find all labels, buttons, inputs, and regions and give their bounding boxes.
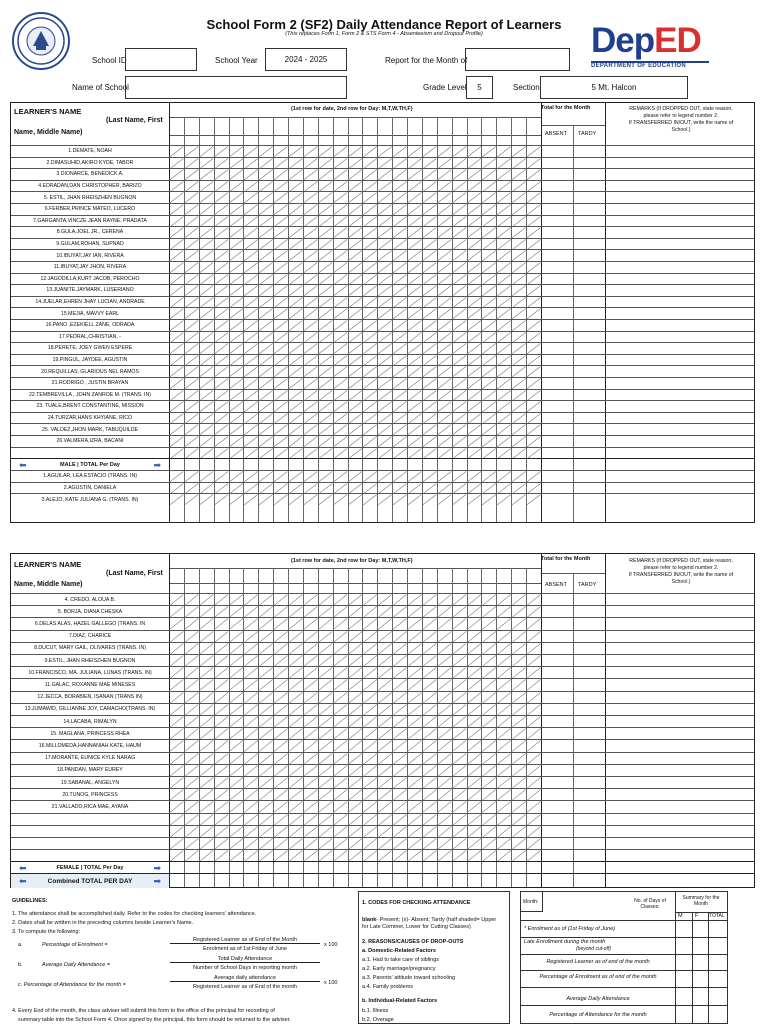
tardy-header: TARDY	[578, 131, 597, 137]
section-label: Section	[513, 83, 540, 92]
learner-row	[11, 764, 754, 777]
date-row-line	[169, 117, 541, 118]
total-month-header: Total for the Month	[541, 105, 591, 111]
learner-name: 13.JUMAWID, GILLIANNE JOY, CAMACHO(TRANS. IN)	[24, 706, 156, 713]
summary-pct-enrolment: Percentage of Enrolment as of end of the month	[539, 974, 657, 980]
learner-name: 8.DUCUT, MARY GAIL, OLIVARES (TRANS. IN)	[34, 645, 146, 652]
learner-name: 2.AGUSTIN, DANIELA	[63, 485, 117, 492]
formula-c-numerator: Average daily attendance	[170, 975, 320, 982]
school-year-label: School Year	[215, 56, 258, 65]
codes-heading: 1. CODES FOR CHECKING ATTENDANCE	[362, 900, 471, 906]
learner-name: 16.PANO ,EZEKIELL ZANE, ODRADA	[45, 322, 135, 329]
combined-total-label: Combined TOTAL PER DAY	[47, 877, 133, 885]
attendance-table-page-2	[10, 553, 755, 888]
learner-name: 22.TEMBREVILLA , JOHN ZANROE M. (TRANS. IN)	[29, 391, 151, 398]
learner-name: 19.SABANAL, ANGELYN	[60, 779, 120, 786]
summary-box	[520, 891, 728, 1024]
individual-heading: b. Individual-Related Factors	[362, 998, 438, 1004]
learner-name: 6.DELAS ALAS, HAZEL GALLEGO (TRANS. IN	[34, 620, 146, 627]
attendance-cells[interactable]	[169, 494, 541, 506]
learner-row	[11, 788, 754, 801]
learner-row	[11, 630, 754, 643]
learner-name: 15.MEJIA, MAVVY EARL	[60, 310, 120, 317]
learner-name: 23. TUALE,BRENT CONSTANTINE, MISSION	[36, 403, 144, 410]
school-id-label: School ID	[92, 56, 127, 65]
guideline-4b: summary table into the School Form 4. Once signed by the principal, this form should be returned to the adviser.	[18, 1017, 291, 1023]
date-row-hint: (1st row for date, 2nd row for Day: M,T,W,TH,F)	[291, 558, 413, 564]
report-month-label: Report for the Month of	[385, 56, 468, 65]
summary-days-label: No. of Days of Classes:	[634, 898, 666, 910]
formula-c-denominator: Registered Learner as of End of the month	[193, 984, 297, 990]
learner-row	[11, 727, 754, 740]
code-a1: a.1. Had to take care of siblings	[362, 957, 440, 963]
right-arrow-icon: ➡	[153, 459, 161, 470]
form-title: School Form 2 (SF2) Daily Attendance Report of Learners	[206, 17, 562, 32]
formula-c-x100: x 100	[324, 980, 338, 986]
school-name-label: Name of School	[72, 83, 129, 92]
learner-name: 4.EDRADAN,DAN CHRISTOPHER, BARIZO	[38, 183, 142, 190]
date-row-hint: (1st row for date, 2nd row for Day: M,T,W,TH,F)	[291, 106, 413, 112]
domestic-heading: a. Domestic-Related Factors	[362, 948, 436, 954]
learner-row	[11, 642, 754, 655]
formula-a-label: a.	[18, 942, 23, 948]
guidelines-heading: GUIDELINES:	[12, 898, 48, 904]
left-arrow-icon: ⬅	[19, 459, 27, 470]
formula-b-numerator: Total Daily Attendance	[170, 956, 320, 963]
learner-name: 7.GARGANTA,VINCZE JEAN RAYNE, PRADATA	[33, 217, 147, 224]
learner-name: 17.PEDRAL,CHRISTIAN, -	[59, 333, 121, 340]
learner-row	[11, 666, 754, 679]
male-total-label: MALE | TOTAL Per Day	[60, 462, 120, 469]
learner-name: 12.JECCA, BORABIEN, ISANAN (TRANS IN)	[37, 694, 143, 701]
learner-name: 18.PERETE, JOEY GWEN ESPERE	[47, 345, 133, 352]
school-year-field[interactable]: 2024 - 2025	[265, 48, 347, 71]
female-total-label: FEMALE | TOTAL Per Day	[56, 865, 124, 872]
codes-blank-text: blank- Present; (x)- Absent; Tardy (half shaded= Upper for Late Commer, Lower for Cutting Classes)	[362, 917, 497, 930]
learner-name: 13.JUANITE,JAYMARK, LUSERIANO	[46, 287, 134, 294]
learner-name-header: LEARNER'S NAME	[14, 560, 82, 569]
tardy-header: TARDY	[578, 582, 597, 588]
dropout-heading: 2. REASONS/CAUSES OF DROP-OUTS	[362, 939, 464, 945]
learner-name: 18.PANDAN, MARY EUREY	[57, 767, 123, 774]
attendance-table-page-1	[10, 102, 755, 523]
grade-level-label: Grade Level	[423, 83, 467, 92]
code-a3: a.3. Parents' attitude toward schooling	[362, 975, 456, 981]
learner-name: 4. CREDO, ALOUA B.	[64, 596, 116, 603]
learner-row	[11, 825, 754, 838]
summary-ada: Average Daily Attendance	[566, 996, 630, 1002]
learner-name: 5. BORJA, DIANA CHESKA	[57, 608, 123, 615]
learner-row	[11, 678, 754, 691]
summary-late-enrolment: Late Enrollment during the month	[524, 939, 606, 945]
left-arrow-icon: ⬅	[19, 862, 27, 873]
last-first-header: (Last Name, First	[106, 570, 163, 577]
learner-name: 17.MORANTE, EUNICE KYLE NARAG	[44, 755, 136, 762]
grade-level-field[interactable]: 5	[466, 76, 493, 99]
learner-name-header: LEARNER'S NAME	[14, 107, 82, 116]
learner-row	[11, 739, 754, 752]
summary-total-header: TOTAL	[709, 913, 725, 919]
report-month-field[interactable]	[465, 48, 570, 71]
learner-name: 12.JAGODILLA,KURT JACOB, PEROCHO	[40, 275, 140, 282]
formula-b-label: b.	[18, 962, 23, 968]
section-field[interactable]: 5 Mt. Halcon	[540, 76, 688, 99]
learner-row	[11, 617, 754, 630]
summary-month-label: Month:	[523, 899, 539, 905]
summary-f-header: F	[695, 913, 699, 919]
combined-total-label-cell	[11, 874, 169, 888]
formula-a-text: Percentage of Enrolment =	[42, 942, 108, 948]
day-row-line	[169, 583, 541, 584]
learner-row	[11, 605, 754, 618]
guideline-4a: 4. Every End of the month, the class adviser will submit this form to the office of the principal for recording of	[12, 1008, 275, 1014]
learner-name: 19.PINGUL, JAYDEE, AGUSTIN	[52, 357, 128, 364]
learner-name: 20.TUNOG, PRINCESS	[62, 791, 118, 798]
learner-name: 9.GULAM,ROHAN, SUPNAD	[56, 241, 124, 248]
learner-name: 14.LACABA, RIMALYN	[63, 718, 117, 725]
guideline-3: 3. To compute the following:	[12, 929, 81, 935]
date-row-line	[169, 568, 541, 569]
learner-row	[11, 703, 754, 716]
learner-row	[11, 691, 754, 704]
learner-name: 11.IBUYAT,JAY JHON, RIVERA	[53, 264, 127, 271]
deped-logo: DepED DEPARTMENT OF EDUCATION	[591, 22, 716, 68]
codes-box	[358, 891, 510, 1024]
name-middle-header: Name, Middle Name)	[14, 581, 83, 588]
learner-name: 9.ESTIL, JHAN RHEISZHEN BUGNON	[44, 657, 136, 664]
learner-row	[11, 813, 754, 826]
formula-c-text: c. Percentage of Attendance for the month =	[18, 982, 126, 988]
learner-name: 2.DIMASUHID,AKIRO KYDE, TABOR	[46, 159, 134, 166]
absent-header: ABSENT	[545, 131, 568, 137]
name-middle-header: Name, Middle Name)	[14, 129, 83, 136]
school-name-field[interactable]	[125, 76, 347, 99]
last-first-header: (Last Name, First	[106, 117, 163, 124]
code-a4: a.4. Family problems	[362, 984, 414, 990]
learner-name: 14.JUELAR,EHREN JHAY LUCIAN, ANDRADE	[35, 299, 145, 306]
learner-name: 5. ESTIL, JHAN RHEISZHEN BUGNON	[43, 194, 137, 201]
combined-total-row	[11, 873, 754, 888]
learner-name: 21.RODRIGO , JUSTIN BRAYAN	[51, 380, 129, 387]
day-row-line	[169, 135, 541, 136]
formula-a-denominator: Enrolment as of 1st Friday of June	[203, 946, 287, 952]
summary-for-month-label: Summary for the Month	[682, 895, 720, 907]
code-a2: a.2. Early marriage/pregnancy	[362, 966, 436, 972]
remarks-header: REMARKS (If DROPPED OUT, state reason, please refer to legend number 2. If TRANSFERRED IN/OUT, write the name of School.)	[628, 106, 734, 133]
learner-name: 10.FRANCISCO, MA. JULIANA, LUNAS (TRANS. IN)	[28, 669, 152, 676]
summary-late-enrolment-note: (beyond cut-off)	[576, 946, 612, 952]
right-arrow-icon: ➡	[153, 862, 161, 873]
guideline-1: 1. The attendance shall be accomplished daily. Refer to the codes for checking learners' attendance.	[12, 911, 257, 917]
formula-b-text: Average Daily Attendance =	[42, 962, 111, 968]
learner-name: 25. VALDEZ,JHON MARK, TABUQUILDE	[42, 426, 138, 433]
school-id-field[interactable]	[125, 48, 197, 71]
summary-pct-attendance: Percentage of Attendance for the month	[549, 1012, 647, 1018]
learner-name: 26.VALMERA,IZRA, BACANI	[56, 438, 124, 445]
learner-name: 20.REQUILLAS, GLARIOUS NEL RAMOS	[41, 368, 139, 375]
learner-name: 1.DEMATE, NOAH	[68, 148, 112, 155]
learner-name: 16.MILLOMEDA,HANNANIAH KATE, HAUM	[38, 742, 142, 749]
formula-a-numerator: Registered Learner as of End of the Month	[170, 937, 320, 944]
formula-a-x100: x 100	[324, 942, 338, 948]
learner-row	[11, 493, 754, 506]
learner-name: 3.DIONARCE, BENEDICK A.	[56, 171, 124, 178]
learner-row	[11, 800, 754, 813]
learner-name: 11.GALAC, ROXANNE MAE MINESES	[44, 681, 136, 688]
learner-name: 10.IBUYAT,JAY IAN, RIVERA	[56, 252, 124, 259]
learner-row	[11, 849, 754, 862]
learner-name: 3.ALEJO, KATE JULIANA G. (TRANS. IN)	[41, 496, 139, 503]
learner-name: 7.DIAZ, CHARICE	[68, 633, 112, 640]
summary-registered: Registered Learner as of end of the month	[546, 959, 650, 965]
summary-m-header: M	[678, 913, 683, 919]
learner-name: 24.TURZAR,HANS KHYIANE, RICO	[47, 415, 133, 422]
guideline-2: 2. Dates shall be written in the preceding columns beside Learner's Name.	[12, 920, 194, 926]
remarks-header: REMARKS (If DROPPED OUT, state reason, please refer to legend number 2. If TRANSFERRED IN/OUT, write the name of School.)	[628, 558, 734, 585]
learner-name: 6.FERBER,PRINCE MATEO, LUCERO	[44, 206, 136, 213]
absent-header: ABSENT	[545, 582, 568, 588]
learner-name: 15. MAGLANA, PRINCESS RHEA	[50, 730, 130, 737]
learner-name: 21.VALLADO,RICA MAE, AYANA	[51, 803, 129, 810]
code-b2: b.2. Overage	[362, 1017, 394, 1023]
learner-name: 8.GULA,JOEL JR., CERENA	[56, 229, 124, 236]
formula-b-denominator: Number of School Days in reporting month	[193, 965, 297, 971]
summary-enrolment: * Enrolment as of (1st Friday of June)	[524, 926, 616, 932]
left-arrow-icon: ⬅	[19, 875, 27, 886]
total-month-header: Total for the Month	[541, 556, 591, 562]
code-b1: b.1. Illness	[362, 1008, 389, 1014]
learner-row	[11, 752, 754, 765]
form-subtitle: (This replaces Form 1, Form 2 & STS Form 4 - Absenteeism and Dropout Profile)	[285, 31, 483, 37]
learner-name: 1.AGUILAR, LEA ESTACIO (TRANS. IN)	[43, 473, 137, 480]
right-arrow-icon: ➡	[153, 875, 161, 886]
